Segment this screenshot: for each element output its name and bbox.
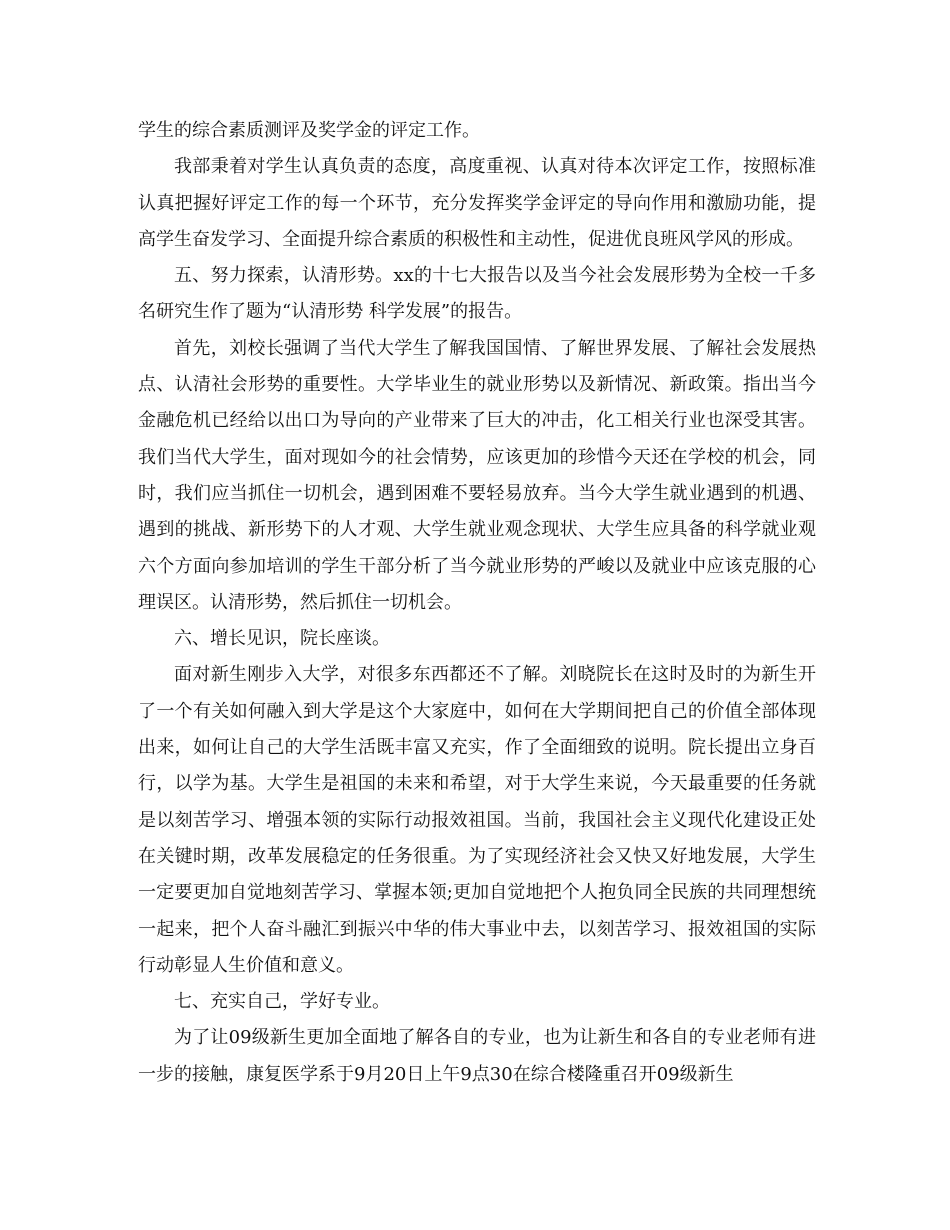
paragraph: 学生的综合素质测评及奖学金的评定工作。	[138, 120, 480, 141]
paragraph: 面对新生刚步入大学，对很多东西都还不了解。刘晓院长在这时及时的为新生开了一个有关如何融入到大学是这个大家庭中，如何在大学期间把自己的价值全部体现出来，如何让自己的大学生活既丰富又充实，作了全面细致的说明。院长提出立身百行，以学为基。大学生是祖国的未来和希望，对于大学生来说，今天最重要的任务就是以刻苦学习、增强本领的实际行动报效祖国。当前，我国社会主义现代化建设正处在关键时期，改革发展稳定的任务很重。为了实现经济社会又快又好地发展，大学生一定要更加自觉地刻苦学习、掌握本领;更加自觉地把个人抱负同全民族的共同理想统一起来，把个人奋斗融汇到振兴中华的伟大事业中去，以刻苦学习、报效祖国的实际行动彰显人生价值和意义。	[138, 664, 816, 976]
paragraph: 首先，刘校长强调了当代大学生了解我国国情、了解世界发展、了解社会发展热点、认清社会形势的重要性。大学毕业生的就业形势以及新情况、新政策。指出当今金融危机已经给以出口为导向的产业带来了巨大的冲击，化工相关行业也深受其害。我们当代大学生，面对现如今的社会情势，应该更加的珍惜今天还在学校的机会，同时，我们应当抓住一切机会，遇到困难不要轻易放弃。当今大学生就业遇到的机遇、遇到的挑战、新形势下的人才观、大学生就业观念现状、大学生应具备的科学就业观六个方面向参加培训的学生干部分析了当今就业形势的严峻以及就业中应该克服的心理误区。认清形势，然后抓住一切机会。	[138, 337, 816, 613]
paragraph: 七、充实自己，学好专业。	[174, 991, 390, 1013]
paragraph: 六、增长见识，院长座谈。	[174, 628, 390, 650]
paragraph: 为了让09级新生更加全面地了解各自的专业，也为让新生和各自的专业老师有进一步的接触，康复医学系于9月20日上午9点30在综合楼隆重召开09级新生	[138, 1027, 816, 1085]
paragraph: 五、努力探索，认清形势。xx的十七大报告以及当今社会发展形势为全校一千多名研究生作了题为“认清形势 科学发展”的报告。	[138, 265, 816, 323]
document-body	[138, 113, 816, 1093]
paragraph: 我部秉着对学生认真负责的态度，高度重视、认真对待本次评定工作，按照标准认真把握好评定工作的每一个环节，充分发挥奖学金评定的导向作用和激励功能，提高学生奋发学习、全面提升综合素质的积极性和主动性，促进优良班风学风的形成。	[138, 156, 816, 250]
